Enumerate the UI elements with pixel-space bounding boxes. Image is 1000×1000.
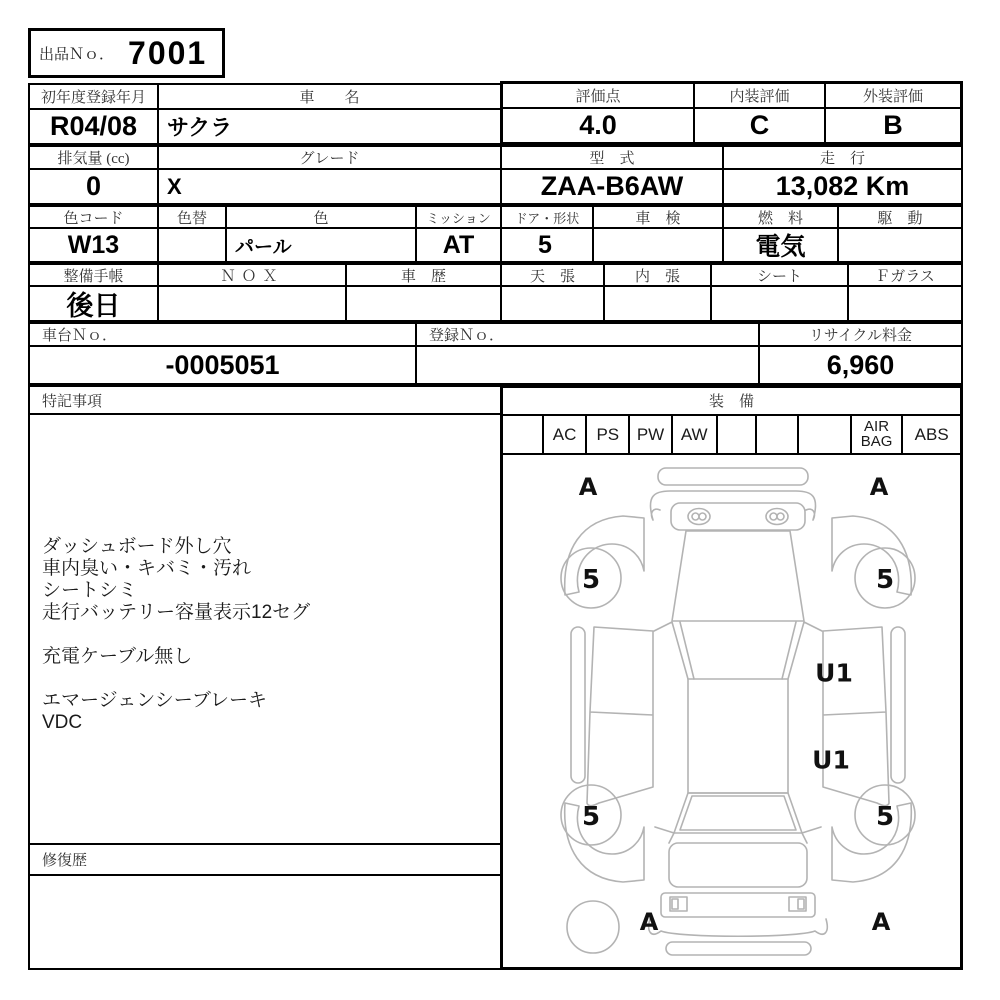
lot-number-value: 7001 [128, 34, 208, 71]
note-line: VDC [42, 712, 83, 733]
interior-grade-label: 内装評価 [695, 84, 826, 109]
seat-value [712, 287, 849, 320]
note-line [42, 624, 500, 646]
model-code-label: 型 式 [502, 147, 724, 170]
row-model [28, 145, 963, 205]
equipment-header [503, 388, 960, 416]
score-value: 4.0 [503, 109, 695, 142]
grade-label: グレード [159, 147, 502, 170]
displacement-label: 排気量 (cc) [30, 147, 159, 170]
row-maintenance [28, 263, 963, 322]
first-registration-label: 初年度登録年月 [30, 85, 159, 110]
inspection-label: 車 検 [594, 207, 724, 229]
row-chassis [28, 322, 963, 385]
equipment-cell-abs: ABS [914, 424, 949, 444]
color-code-label: 色コード [30, 207, 159, 229]
color-code-value: W13 [30, 229, 159, 261]
mark-a-front-left: A [578, 473, 598, 501]
equipment-cell [718, 416, 758, 453]
color-label: 色 [227, 207, 417, 229]
transmission-label: ミッション [417, 207, 502, 229]
displacement-value: 0 [30, 170, 159, 203]
note-line: シートシミ [42, 580, 138, 601]
equipment-diagram-panel [500, 385, 963, 970]
maintenance-book-label: 整備手帳 [30, 265, 159, 287]
car-outline-svg [503, 455, 960, 962]
note-line: 走行バッテリー容量表示12セグ [42, 602, 311, 623]
grade-value: X [159, 170, 502, 203]
interior-trim-label: 内 張 [605, 265, 712, 287]
note-line [42, 668, 500, 690]
first-registration-value: R04/08 [30, 110, 159, 143]
note-line: 車内臭い・キバミ・汚れ [42, 558, 252, 579]
equipment-cell-aw: AW [673, 416, 718, 453]
fuel-label: 燃 料 [724, 207, 839, 229]
car-outline [561, 468, 915, 955]
grade-box [500, 81, 963, 145]
mark-u1-front-door: U1 [815, 658, 853, 688]
fuel-value: 電気 [724, 229, 839, 261]
exterior-grade-value: B [883, 110, 903, 140]
nox-value [159, 287, 347, 320]
seat-label: シート [712, 265, 849, 287]
special-notes-label: 特記事項 [42, 393, 103, 410]
recycle-fee-value: 6,960 [826, 349, 895, 380]
car-name-value: サクラ [167, 115, 233, 140]
color-value: パール [227, 229, 417, 261]
mark-5-front-right-wheel: 5 [875, 565, 895, 595]
headliner-label: 天 張 [502, 265, 605, 287]
note-line: エマージェンシーブレーキ [42, 690, 268, 711]
lot-number-label: 出品Ｎｏ． [39, 46, 115, 63]
history-value [347, 287, 502, 320]
nox-label: ＮＯＸ [159, 265, 347, 287]
equipment-row [503, 416, 960, 455]
repair-history-box [28, 874, 502, 970]
model-code-value: ZAA-B6AW [502, 170, 724, 203]
lot-number-box [28, 28, 225, 78]
maintenance-book-value: 後日 [30, 287, 159, 320]
car-damage-diagram [503, 455, 960, 967]
interior-trim-value [605, 287, 712, 320]
repair-history-header [28, 843, 502, 876]
front-glass-label: Ｆガラス [849, 265, 961, 287]
doors-label: ドア・形状 [502, 207, 594, 229]
equipment-cell-ps: PS [587, 416, 630, 453]
equipment-cell-ac: AC [544, 416, 588, 453]
color-change-label: 色替 [159, 207, 227, 229]
registration-no-value [417, 347, 760, 383]
special-notes-text [30, 415, 500, 734]
transmission-value: AT [417, 229, 502, 261]
mark-5-rear-right-wheel: 5 [875, 802, 895, 832]
special-notes-header [28, 385, 502, 415]
mileage-value: 13,082 Km [775, 171, 910, 201]
equipment-cell-pw: PW [630, 416, 673, 453]
repair-history-label: 修復歴 [42, 853, 88, 869]
interior-grade-value: C [695, 109, 826, 142]
damage-marks [579, 473, 894, 936]
drive-value [839, 229, 961, 261]
mark-5-front-left-wheel: 5 [581, 565, 601, 595]
mileage-label: 走 行 [724, 147, 961, 170]
row-color [28, 205, 963, 263]
chassis-no-label: 車台Ｎｏ． [30, 324, 417, 347]
score-label: 評価点 [503, 84, 695, 109]
row-registration [28, 83, 502, 145]
history-label: 車 歴 [347, 265, 502, 287]
equipment-cell [757, 416, 799, 453]
note-line: 充電ケーブル無し [42, 646, 193, 667]
recycle-fee-label: リサイクル料金 [760, 324, 961, 347]
mark-a-front-right: A [869, 473, 889, 501]
color-change-value [159, 229, 227, 261]
registration-no-label: 登録Ｎｏ． [417, 324, 760, 347]
mark-a-rear-right: A [871, 908, 891, 936]
front-glass-value [849, 287, 961, 320]
auction-sheet [28, 28, 963, 970]
mark-u1-rear-door: U1 [812, 745, 850, 775]
equipment-cell [799, 416, 852, 453]
headliner-value [502, 287, 605, 320]
chassis-no-value: -0005051 [30, 347, 417, 383]
note-line: ダッシュボード外し穴 [42, 536, 232, 557]
drive-label: 駆 動 [839, 207, 961, 229]
exterior-grade-label: 外装評価 [826, 84, 960, 109]
special-notes-box [28, 413, 502, 845]
equipment-label: 装 備 [708, 394, 754, 411]
mark-5-rear-left-wheel: 5 [581, 802, 601, 832]
inspection-value [594, 229, 724, 261]
equipment-cell [503, 416, 544, 453]
car-name-label: 車 名 [159, 85, 500, 110]
mark-a-rear-left: A [639, 908, 659, 936]
equipment-cell-airbag: AIR BAG [852, 416, 904, 453]
doors-value: 5 [502, 229, 594, 261]
